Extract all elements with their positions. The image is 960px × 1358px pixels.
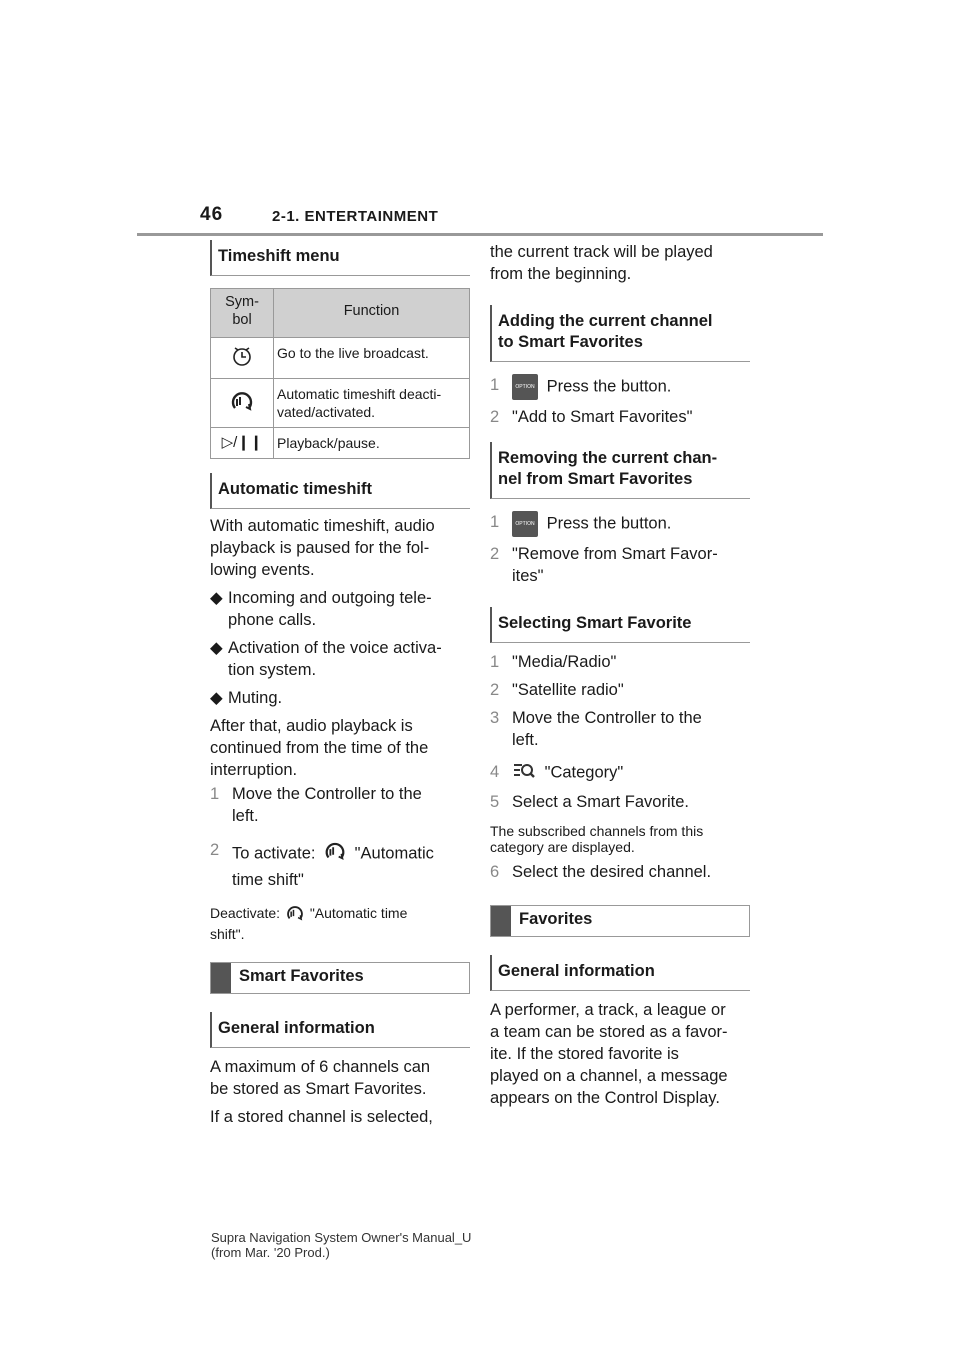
step-item: 4 "Category" (490, 761, 750, 785)
option-button-icon: OPTION (512, 511, 538, 537)
table-row (211, 379, 470, 428)
left-column (210, 240, 470, 1128)
list-item: ◆ Muting. (210, 689, 283, 707)
step-item: 6 Select the desired channel. (490, 863, 712, 881)
col-function-header: Function (274, 289, 470, 338)
step-item: 1 OPTION Press the button. (490, 374, 750, 400)
step-item: 3 Move the Controller to the left. (490, 709, 702, 749)
chapter-title: 2-1. ENTERTAINMENT (272, 208, 439, 225)
favorites-paragraph: A performer, a track, a league or a team can be stored as a favor- ite. If the stored favorite is played on a channel, a message appears on the Control Display. (490, 1001, 728, 1107)
right-column (490, 241, 750, 1109)
timeshift-toggle-icon (284, 903, 306, 926)
continued-paragraph: the current track will be played from the beginning. (490, 243, 713, 283)
automatic-timeshift-heading: Automatic timeshift (210, 473, 470, 509)
stored-paragraph: If a stored channel is selected, (210, 1108, 433, 1126)
function-cell: Automatic timeshift deacti- vated/activated. (274, 379, 470, 428)
table-row (211, 428, 470, 459)
auto-intro: With automatic timeshift, audio playback is paused for the fol- lowing events. (210, 517, 435, 579)
function-cell: Go to the live broadcast. (274, 338, 470, 379)
step-item: 5 Select a Smart Favorite. (490, 793, 689, 811)
function-cell: Playback/pause. (274, 428, 470, 459)
smart-favorites-box: Smart Favorites (210, 962, 470, 994)
symbol-table (210, 288, 470, 459)
subscribed-note: The subscribed channels from this category are displayed. (490, 823, 704, 855)
footer: Supra Navigation System Owner's Manual_U (from Mar. '20 Prod.) (211, 1230, 472, 1260)
timeshift-toggle-icon (322, 839, 348, 869)
header-rule (137, 233, 823, 236)
list-item: ◆ Incoming and outgoing tele- phone calls. (210, 589, 432, 629)
timeshift-menu-heading: Timeshift menu (210, 240, 470, 276)
step-item: 2 To activate: "Automatic time shift" (210, 841, 434, 889)
adding-heading: Adding the current channel to Smart Favorites (490, 305, 750, 362)
step-item: 2 "Add to Smart Favorites" (490, 408, 693, 426)
favorites-box: Favorites (490, 905, 750, 937)
step-item: 1 OPTION Press the button. (490, 511, 750, 537)
play-pause-icon: ▷/❙❙ (211, 428, 274, 459)
deactivate-note: Deactivate: "Automatic time shift". (210, 903, 470, 942)
table-row (211, 338, 470, 379)
list-item: ◆ Activation of the voice activa- tion system. (210, 639, 442, 679)
step-item: 1 Move the Controller to the left. (210, 785, 422, 825)
step-item: 2 "Satellite radio" (490, 681, 624, 699)
general-information-heading-right: General information (490, 955, 750, 991)
step-item: 2 "Remove from Smart Favor- ites" (490, 545, 718, 585)
general-paragraph: A maximum of 6 channels can be stored as Smart Favorites. (210, 1058, 431, 1098)
after-paragraph: After that, audio playback is continued from the time of the interruption. (210, 717, 429, 779)
clock-icon (211, 338, 274, 379)
step-item: 1 "Media/Radio" (490, 653, 617, 671)
timeshift-toggle-icon (211, 379, 274, 428)
page-number: 46 (200, 204, 224, 225)
col-symbol-header: Sym- bol (211, 289, 274, 338)
removing-heading: Removing the current chan- nel from Smart Favorites (490, 442, 750, 499)
general-information-heading: General information (210, 1012, 470, 1048)
category-icon (512, 761, 536, 785)
selecting-heading: Selecting Smart Favorite (490, 607, 750, 643)
option-button-icon: OPTION (512, 374, 538, 400)
